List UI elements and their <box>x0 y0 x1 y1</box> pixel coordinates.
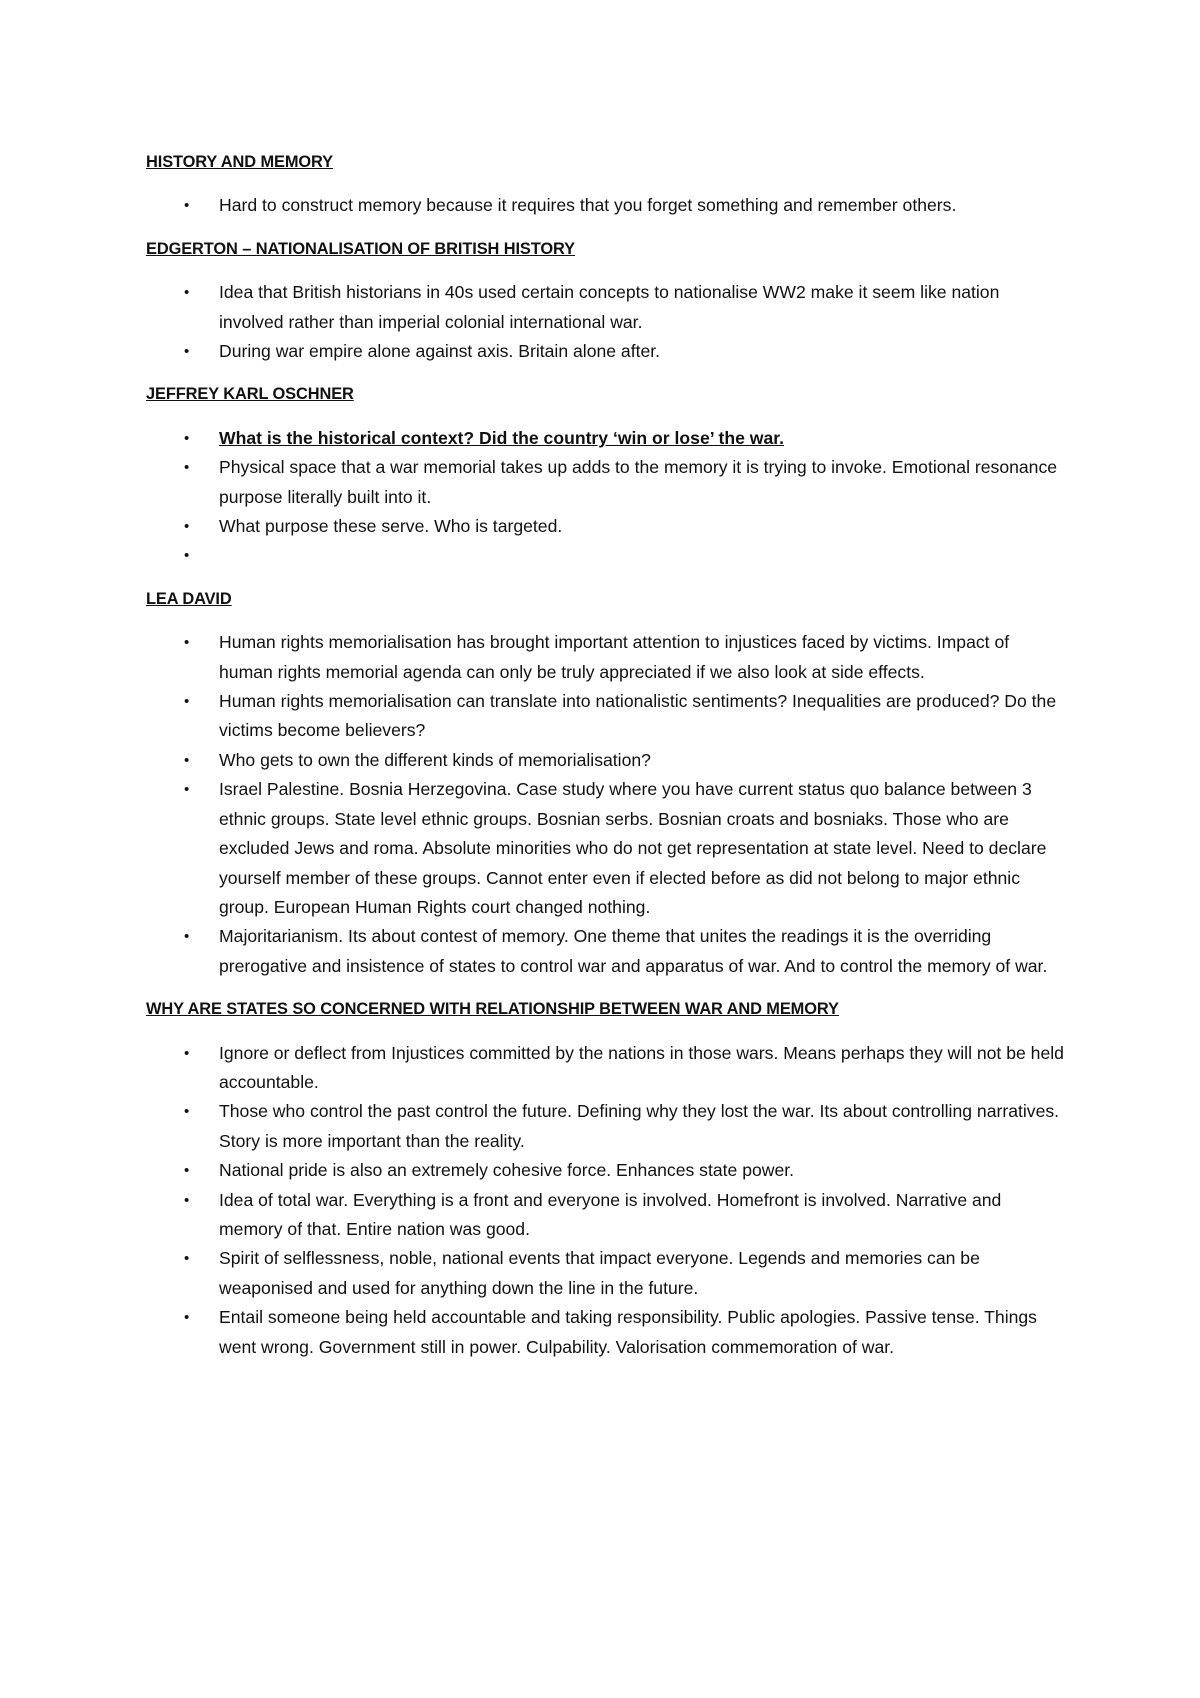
list-item-text: Hard to construct memory because it requires that you forget something and remember others. <box>219 195 957 216</box>
list-item-text: Human rights memorialisation has brought important attention to injustices faced by victims. Impact of human rights memorial agenda can only be truly appreciated if we also look at side effects. <box>219 632 1010 682</box>
bullet-icon: • <box>184 1309 190 1327</box>
list-item <box>146 746 1066 775</box>
bullet-icon: • <box>184 459 190 477</box>
bullet-icon: • <box>184 1044 190 1062</box>
list-item-text-emphasized: What is the historical context? Did the country ‘win or lose’ the war. <box>219 427 785 448</box>
list-item <box>146 1039 1066 1098</box>
list-item <box>146 922 1066 981</box>
bullet-icon: • <box>184 1103 190 1121</box>
list-item <box>146 628 1066 687</box>
bullet-icon: • <box>184 1162 190 1180</box>
bullet-icon: • <box>184 1250 190 1268</box>
list-item <box>146 1186 1066 1245</box>
list-item <box>146 775 1066 922</box>
bullet-icon: • <box>184 634 190 652</box>
document-body <box>146 148 1066 1376</box>
list-item-text: National pride is also an extremely cohesive force. Enhances state power. <box>219 1160 795 1181</box>
list-item-text: Physical space that a war memorial takes up adds to the memory it is trying to invoke. Emotional resonance purpose literally built into it. <box>219 457 1058 507</box>
list-item-text: Entail someone being held accountable and taking responsibility. Public apologies. Passive tense. Things went wrong. Government still in power. Culpability. Valorisation commemoration of war. <box>219 1307 1037 1357</box>
list-item <box>146 1156 1066 1185</box>
list-item-text: Those who control the past control the future. Defining why they lost the war. Its about controlling narratives. Story is more important than the reality. <box>219 1101 1060 1151</box>
list-item-text: What purpose these serve. Who is targeted. <box>219 516 563 537</box>
bullet-icon: • <box>184 781 190 799</box>
list-item-text: Spirit of selflessness, noble, national events that impact everyone. Legends and memories can be weaponised and used for anything down the line in the future. <box>219 1248 980 1298</box>
list-item-text: Idea of total war. Everything is a front and everyone is involved. Homefront is involved. Narrative and memory of that. Entire nation was good. <box>219 1189 1002 1239</box>
bullet-icon: • <box>184 751 190 769</box>
list-item <box>146 453 1066 512</box>
list-item-text: Ignore or deflect from Injustices committed by the nations in those wars. Means perhaps they will not be held accountable. <box>219 1042 1064 1092</box>
list-item-text: During war empire alone against axis. Britain alone after. <box>219 341 661 362</box>
section-heading-why-are-states-concerned: WHY ARE STATES SO CONCERNED WITH RELATIONSHIP BETWEEN WAR AND MEMORY <box>146 1000 839 1019</box>
list-item-text: Majoritarianism. Its about contest of memory. One theme that unites the readings it is the overriding prerogative and insistence of states to control war and apparatus of war. And to control the memory of war. <box>219 926 1048 976</box>
list-item <box>146 512 1066 541</box>
bullet-list <box>146 1039 1066 1362</box>
section-heading-lea-david: LEA DAVID <box>146 589 232 608</box>
list-item <box>146 424 1066 453</box>
bullet-icon: • <box>184 693 190 711</box>
bullet-list <box>146 628 1066 981</box>
bullet-icon: • <box>184 343 190 361</box>
section-heading-jeffrey-karl-oschner: JEFFREY KARL OSCHNER <box>146 385 354 404</box>
bullet-icon: • <box>184 518 190 536</box>
list-item-text: Israel Palestine. Bosnia Herzegovina. Case study where you have current status quo balance between 3 ethnic groups. State level ethnic groups. Bosnian serbs. Bosnian croats and bosniaks. Those who are excluded Jews and roma. Absolute minorities who do not get representation at state level. Need to declare yourself member of these groups. Cannot enter even if elected before as did not belong to major ethnic group. European Human Rights court changed nothing. <box>219 779 1047 917</box>
bullet-icon: • <box>184 429 190 447</box>
list-item-text: Idea that British historians in 40s used certain concepts to nationalise WW2 make it seem like nation involved rather than imperial colonial international war. <box>219 282 1000 332</box>
section-heading-history-and-memory: HISTORY AND MEMORY <box>146 153 334 171</box>
bullet-icon: • <box>184 1191 190 1209</box>
list-item <box>146 337 1066 366</box>
list-item-text <box>219 541 1066 570</box>
list-item <box>146 1097 1066 1156</box>
section-heading-edgerton: EDGERTON – NATIONALISATION OF BRITISH HISTORY <box>146 239 575 258</box>
list-item-text: Human rights memorialisation can translate into nationalistic sentiments? Inequalities are produced? Do the victims become believers? <box>219 691 1057 741</box>
bullet-list <box>146 191 1066 220</box>
bullet-list <box>146 278 1066 366</box>
bullet-icon: • <box>184 547 190 565</box>
bullet-icon: • <box>184 928 190 946</box>
list-item <box>146 1244 1066 1303</box>
list-item-text: Who gets to own the different kinds of memorialisation? <box>219 749 651 770</box>
bullet-icon: • <box>184 284 190 302</box>
list-item <box>146 687 1066 746</box>
list-item <box>146 1303 1066 1362</box>
list-item-empty <box>146 541 1066 570</box>
bullet-list <box>146 424 1066 571</box>
list-item <box>146 191 1066 220</box>
bullet-icon: • <box>184 197 190 215</box>
list-item <box>146 278 1066 337</box>
